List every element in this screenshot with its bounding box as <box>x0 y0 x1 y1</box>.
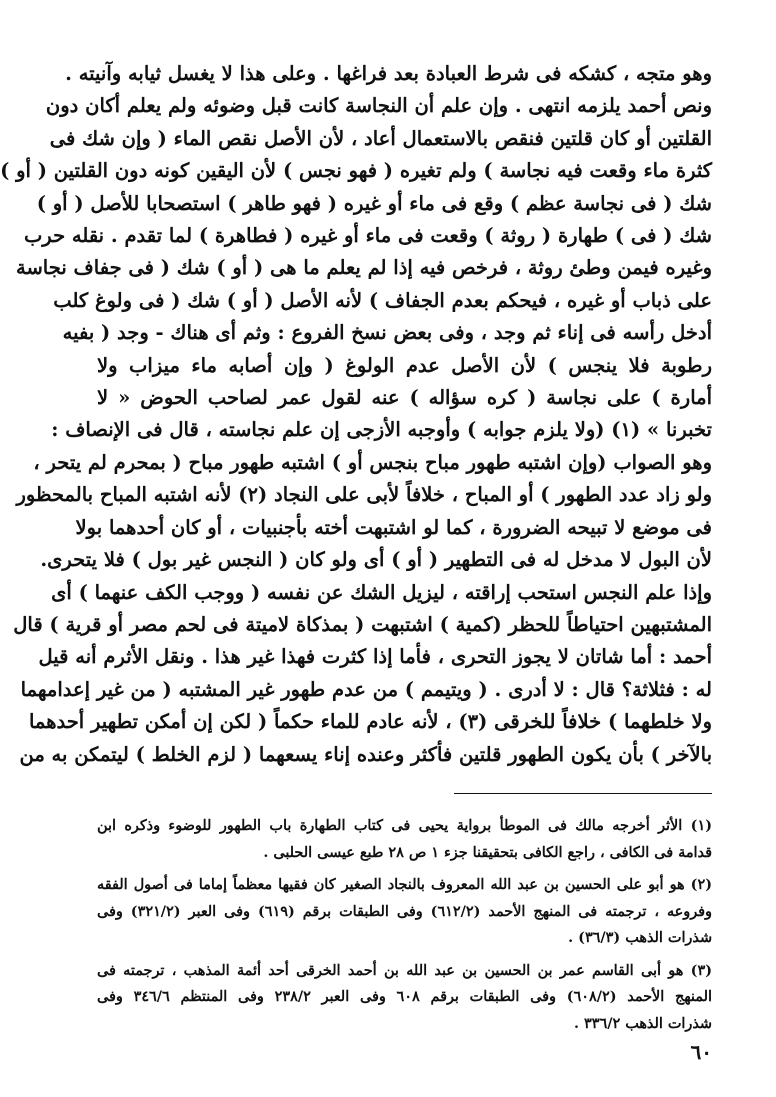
footnote-3 <box>97 958 712 1038</box>
text-line: شك ( فى نجاسة عظم ) وقع فى ماء أو غيره ( فهو طاهر ) استصحابا للأصل ( أو ) <box>36 191 712 215</box>
footnotes <box>97 813 712 1043</box>
text-line: ولا خلطهما ) خلافاً للخرقى (٣) ، لأنه عادم للماء حكماً ( لكن إن أمكن تطهير أحدهما <box>28 710 712 734</box>
text-line: أمارة ) على نجاسة ( كره سؤاله ) عنه لقول عمر لصاحب الحوض « لا <box>97 386 712 410</box>
page-number: ٦٠ <box>690 1040 712 1064</box>
footnote-line: شذرات الذهب ٣٣٦/٢ . <box>573 1014 712 1032</box>
book-page <box>0 58 712 1097</box>
text-line: القلتين أو كان قلتين فنقص بالاستعمال أعاد ، لأن الأصل نقص الماء ( وإن شك فى <box>49 126 712 150</box>
text-line: وهو الصواب (وإن اشتبه طهور مباح بنجس أو ) اشتبه طهور مباح ( بمحرم لم يتحر ، <box>33 450 712 474</box>
text-line: أحمد : أما شاتان لا يجوز التحرى ، فأما إذا كثرت فهذا غير هذا . ونقل الأثرم أنه قيل <box>38 645 712 669</box>
text-line: بالآخر ) بأن يكون الطهور قلتين فأكثر وعنده إناء يسعهما ( لزم الخلط ) ليتمكن به من <box>19 742 712 766</box>
text-line: رطوبة فلا ينجس ) لأن الأصل عدم الولوغ ( وإن أصابه ماء ميزاب ولا <box>97 353 712 377</box>
text-line: تخبرنا » (١) (ولا يلزم جوابه ) وأوجبه الأزجى إن علم نجاسته ، قال فى الإنصاف : <box>51 418 712 442</box>
footnote-1 <box>97 813 712 866</box>
main-text <box>0 58 712 771</box>
footnote-line: قدامة فى الكافى ، راجع الكافى بتحقيقنا جزء ١ ص ٢٨ طبع عيسى الحلبى . <box>263 843 712 861</box>
footnote-line: (١) الأثر أخرجه مالك فى الموطأ برواية يحيى فى كتاب الطهارة باب الطهور للوضوء وذكره ابن <box>97 817 712 834</box>
text-line: له : فثلاثة؟ قال : لا أدرى . ( ويتيمم ) من عدم طهور غير المشتبه ( من غير إعدامهما <box>20 677 712 701</box>
footnote-line: وفروعه ، ترجمته فى المنهج الأحمد (٦١٢/٢) وفى الطبقات برقم (٦١٩) وفى العبر (٣٢١/٢) وفى <box>97 902 712 920</box>
footnote-line: (٢) هو أبو على الحسين بن عبد الله المعروف بالنجاد الصغير كان فقيها معظماً إماما فى أصول الفقه <box>97 876 712 893</box>
footnote-line: شذرات الذهب (٣٦/٣) . <box>568 929 712 946</box>
text-line: أدخل رأسه فى إناء ثم وجد ، وفى بعض نسخ الفروع : وثم أى هناك - وجد ( بفيه <box>62 321 712 345</box>
text-line: شك ( فى ) طهارة ( روثة ) وقعت فى ماء أو غيره ( فطاهرة ) لما تقدم . نقله حرب <box>23 224 712 248</box>
text-line: وغيره فيمن وطئ روثة ، فرخص فيه إذا لم يعلم ما هى ( أو ) شك ( فى جفاف نجاسة <box>16 256 712 280</box>
text-line: المشتبهين احتياطاً للحظر (كمية ) اشتبهت ( بمذكاة لاميتة فى لحم مصر أو قرية ) قال <box>13 612 712 636</box>
footnote-divider <box>454 793 712 794</box>
text-line: ولو زاد عدد الطهور ) أو المباح ، خلافاً لأبى على النجاد (٢) لأنه اشتبه المباح بالمحظور <box>16 483 712 507</box>
footnote-2 <box>97 872 712 952</box>
text-line: ونص أحمد يلزمه انتهى . وإن علم أن النجاسة كانت قبل وضوئه ولم يعلم أكان دون <box>45 94 712 118</box>
text-line: وهو متجه ، كشكه فى شرط العبادة بعد فراغها . وعلى هذا لا يغسل ثيابه وآنيته . <box>65 62 712 85</box>
text-line: وإذا علم النجس استحب إراقته ، ليزيل الشك عن نفسه ( ووجب الكف عنهما ) أى <box>51 580 712 604</box>
text-line: على ذباب أو غيره ، فيحكم بعدم الجفاف ) لأنه الأصل ( أو ) شك ( فى ولوغ كلب <box>53 288 712 312</box>
footnote-line: المنهج الأحمد (٦٠٨/٢) وفى الطبقات برقم ٦٠٨ وفى العبر ٢٣٨/٢ وفى المنتظم ٣٤٦/٦ وفى <box>97 988 712 1005</box>
text-line: فى موضع لا تبيحه الضرورة ، كما لو اشتبهت أخته بأجنبيات ، أو كان أحدهما بولا <box>75 515 712 539</box>
text-line: كثرة ماء وقعت فيه نجاسة ) ولم تغيره ( فهو نجس ) لأن اليقين كونه دون القلتين ( أو ) <box>0 159 712 183</box>
footnote-line: (٣) هو أبى القاسم عمر بن الحسين بن عبد الله بن أحمد الخرقى أحد أئمة المذهب ، ترجمته فى <box>97 961 712 979</box>
text-line: لأن البول لا مدخل له فى التطهير ( أو ) أى ولو كان ( النجس غير بول ) فلا يتحرى. <box>40 548 712 572</box>
